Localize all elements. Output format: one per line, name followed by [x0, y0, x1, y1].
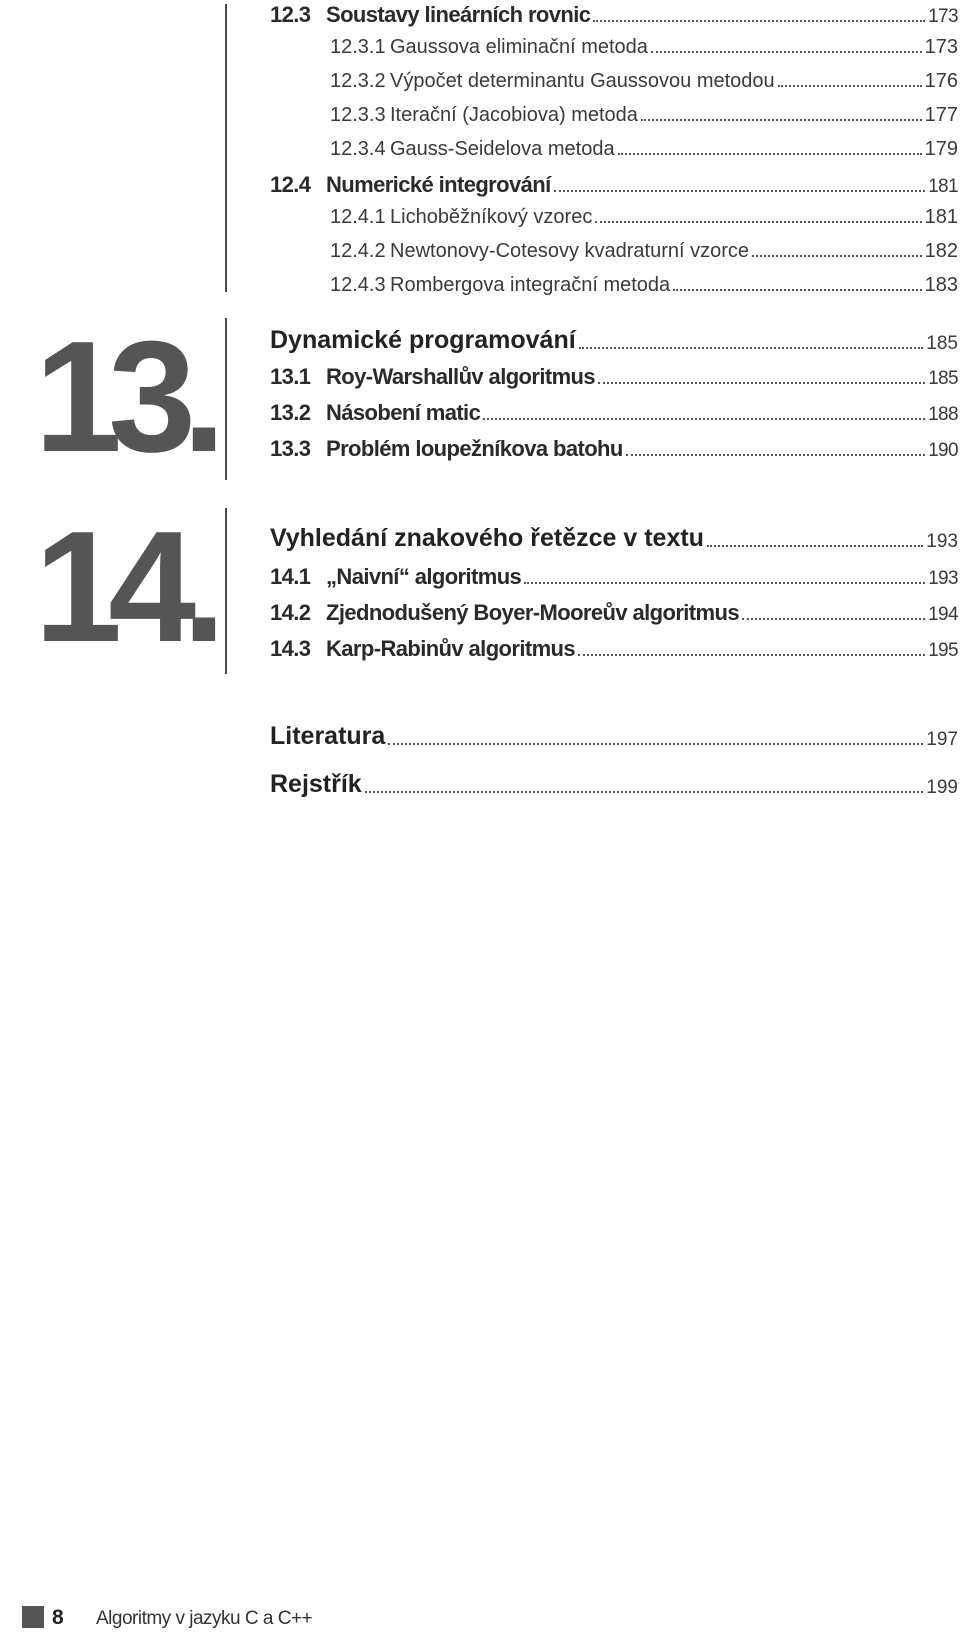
toc-entry-page: 173: [924, 36, 958, 58]
dot-leader: [578, 654, 925, 656]
dot-leader: [365, 791, 924, 793]
toc-entry-12-3-3[interactable]: [270, 104, 958, 127]
toc-entry-page: 173: [928, 6, 958, 27]
toc-entry-number: 14.1: [270, 564, 311, 589]
toc-entry-title: Roy-Warshallův algoritmus: [326, 364, 596, 389]
toc-entry-page: 181: [928, 176, 958, 197]
chapter-divider-line-top: [225, 4, 227, 292]
toc-entry-number: 12.4.3: [330, 274, 386, 296]
toc-entry-title: Zjednodušený Boyer-Mooreův algoritmus: [326, 600, 739, 625]
toc-entry-12-3-2[interactable]: [270, 70, 958, 93]
toc-entry-number: 12.4: [270, 172, 311, 197]
toc-entry-13-1[interactable]: [270, 364, 958, 390]
toc-chapter-title: Rejstřík: [270, 770, 362, 798]
dot-leader: [598, 382, 925, 384]
toc-entry-title: Iterační (Jacobiova) metoda: [390, 104, 638, 126]
dot-leader: [626, 454, 925, 456]
toc-entry-number: 13.2: [270, 400, 311, 425]
toc-literatura[interactable]: [270, 722, 958, 751]
toc-entry-title: Problém loupežníkova batohu: [326, 436, 623, 461]
toc-entry-number: 12.3: [270, 2, 311, 27]
footer-book-title: Algoritmy v jazyku C a C++: [96, 1608, 313, 1629]
toc-entry-page: 181: [924, 206, 958, 228]
toc-entry-title: „Naivní“ algoritmus: [326, 564, 522, 589]
toc-entry-number: 14.2: [270, 600, 311, 625]
chapter-number-14: 14.: [34, 499, 212, 675]
toc-entry-13-3[interactable]: [270, 436, 958, 462]
chapter-divider-line-14: [225, 508, 227, 674]
chapter-number-13: 13.: [34, 309, 212, 485]
toc-entry-12-4-2[interactable]: [270, 240, 958, 263]
toc-entry-page: 188: [928, 404, 958, 425]
footer-square-marker: [22, 1606, 44, 1628]
dot-leader: [388, 743, 923, 745]
toc-entry-14-1[interactable]: [270, 564, 958, 590]
toc-entry-page: 195: [928, 640, 958, 661]
toc-entry-number: 12.4.2: [330, 240, 386, 262]
footer-page-number: 8: [52, 1606, 64, 1629]
toc-entry-14-2[interactable]: [270, 600, 958, 626]
toc-entry-title: Výpočet determinantu Gaussovou metodou: [390, 70, 775, 92]
toc-chapter-title: Vyhledání znakového řetězce v textu: [270, 524, 704, 552]
dot-leader: [673, 289, 921, 291]
toc-entry-page: 197: [926, 729, 958, 750]
dot-leader: [524, 582, 925, 584]
dot-leader: [778, 85, 922, 87]
toc-entry-number: 13.3: [270, 436, 311, 461]
dot-leader: [641, 119, 922, 121]
toc-entry-page: 185: [928, 368, 958, 389]
toc-entry-number: 12.4.1: [330, 206, 386, 228]
toc-entry-page: 194: [928, 604, 958, 625]
toc-entry-page: 176: [924, 70, 958, 92]
dot-leader: [742, 618, 925, 620]
toc-chapter-13[interactable]: [270, 326, 958, 355]
toc-entry-page: 183: [924, 274, 958, 296]
toc-entry-title: Numerické integrování: [326, 172, 551, 197]
toc-entry-title: Soustavy lineárních rovnic: [326, 2, 591, 27]
toc-chapter-title: Dynamické programování: [270, 326, 576, 354]
dot-leader: [707, 545, 923, 547]
toc-entry-12-4-1[interactable]: [270, 206, 958, 229]
toc-entry-page: 177: [924, 104, 958, 126]
toc-entry-page: 182: [924, 240, 958, 262]
dot-leader: [595, 221, 921, 223]
toc-chapter-title: Literatura: [270, 722, 386, 750]
toc-entry-12-3[interactable]: [270, 2, 958, 28]
toc-entry-title: Gaussova eliminační metoda: [390, 36, 648, 58]
chapter-divider-line-13: [225, 318, 227, 480]
toc-entry-13-2[interactable]: [270, 400, 958, 426]
toc-entry-12-3-4[interactable]: [270, 138, 958, 161]
toc-entry-page: 199: [926, 777, 958, 798]
toc-entry-page: 193: [928, 568, 958, 589]
toc-entry-page: 190: [928, 440, 958, 461]
toc-entry-12-4-3[interactable]: [270, 274, 958, 297]
toc-entry-title: Newtonovy-Cotesovy kvadraturní vzorce: [390, 240, 750, 262]
dot-leader: [593, 20, 925, 22]
toc-chapter-14[interactable]: [270, 524, 958, 553]
dot-leader: [554, 190, 926, 192]
toc-entry-12-4[interactable]: [270, 172, 958, 198]
toc-entry-title: Lichoběžníkový vzorec: [390, 206, 593, 228]
toc-entry-page: 179: [924, 138, 958, 160]
toc-entry-number: 14.3: [270, 636, 311, 661]
toc-entry-page: 193: [926, 531, 958, 552]
toc-entry-12-3-1[interactable]: [270, 36, 958, 59]
toc-entry-title: Rombergova integrační metoda: [390, 274, 671, 296]
toc-rejstrik[interactable]: [270, 770, 958, 799]
toc-entry-number: 12.3.1: [330, 36, 386, 58]
toc-entry-number: 12.3.3: [330, 104, 386, 126]
dot-leader: [579, 347, 924, 349]
toc-entry-title: Karp-Rabinův algoritmus: [326, 636, 576, 661]
dot-leader: [651, 51, 922, 53]
dot-leader: [618, 153, 922, 155]
toc-entry-page: 185: [926, 333, 958, 354]
toc-entry-title: Gauss-Seidelova metoda: [390, 138, 615, 160]
toc-entry-number: 13.1: [270, 364, 311, 389]
dot-leader: [752, 255, 922, 257]
toc-entry-number: 12.3.2: [330, 70, 386, 92]
toc-entry-title: Násobení matic: [326, 400, 481, 425]
toc-entry-number: 12.3.4: [330, 138, 386, 160]
dot-leader: [483, 418, 925, 420]
toc-entry-14-3[interactable]: [270, 636, 958, 662]
